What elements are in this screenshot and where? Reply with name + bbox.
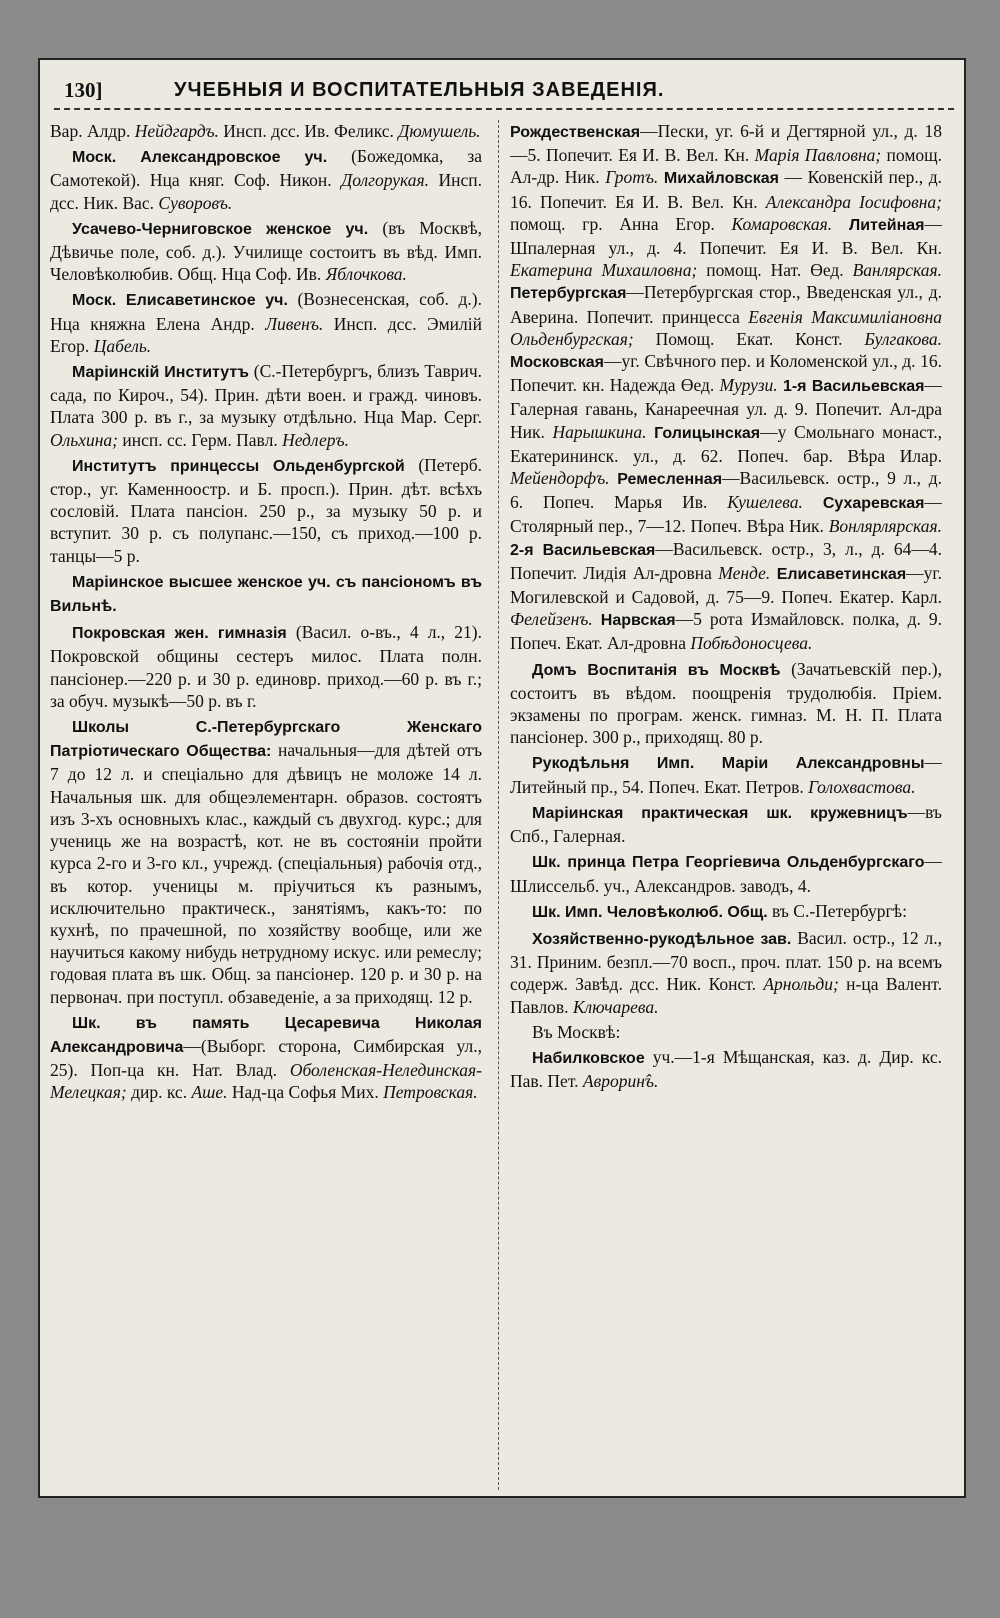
person-name: Комаровская. xyxy=(731,213,833,234)
entry-text xyxy=(832,214,849,234)
entry-heading: Сухаревская xyxy=(822,495,925,513)
entry-paragraph xyxy=(510,1021,942,1043)
person-name: Яблочкова. xyxy=(325,264,407,285)
entry-heading: Шк. въ память Цесаревича Николая Александровича xyxy=(50,1014,482,1056)
person-name: Оболенская-Нелединская-Мелецкая; xyxy=(50,1060,482,1103)
entry-text: помощ. гр. Анна Егор. xyxy=(510,213,732,234)
person-name: Фелейзенъ. xyxy=(510,609,593,630)
person-name: Мейендорфъ. xyxy=(510,468,610,489)
entry-paragraph xyxy=(50,217,482,286)
entry-text: (С.-Петербургъ, близъ Таврич. сада, по Кироч., 54). Прин. дѣти воен. и гражд. чиновъ. Плата 300 р. въ г., за музыку отдѣльно. Нца Мар. Серг. xyxy=(50,361,482,428)
entry-heading: Михайловская xyxy=(663,170,779,188)
entry-heading: Маріинская практическая шк. кружевницъ xyxy=(532,804,908,822)
person-name: Марія Павловна; xyxy=(754,145,882,166)
entry-heading: Шк. принца Петра Георгіевича Ольденбургскаго xyxy=(532,854,925,872)
person-name: Евгенія Максимиліановна Ольденбургская; xyxy=(510,306,942,349)
entry-paragraph xyxy=(510,751,942,797)
entry-text: н-ца Валент. Павлов. xyxy=(510,974,942,1017)
entry-text: —Галерная гавань, Канареечная ул. д. 9. Попечит. Ал-дра Ник. xyxy=(510,375,942,442)
entry-text: Инсп. дсс. Ник. Вас. xyxy=(50,170,482,213)
entry-heading: Шк. Имп. Человѣколюб. Общ. xyxy=(532,903,768,921)
person-name: Долгорукая. xyxy=(341,170,430,191)
entry-text: дир. кс. xyxy=(126,1082,192,1103)
entry-heading: Петербургская xyxy=(510,285,627,303)
entry-text: —Литейный пр., 54. Попеч. Екат. Петров. xyxy=(510,752,942,797)
entry-heading: Елисаветинская xyxy=(776,565,907,583)
entry-heading: Рукодѣльня Имп. Маріи Александровны xyxy=(532,755,925,773)
entry-text: (Петерб. стор., уг. Каменноостр. и Б. просп.). Прин. дѣт. всѣхъ сословій. Плата пансіон. 250 р., за музыку 50 р. и вступит. 30 р. съ полупанс.—150, съ приход.—100 р. танцы—5 р. xyxy=(50,454,482,566)
entry-heading: Институтъ принцессы Ольденбургской xyxy=(72,457,405,475)
entry-paragraph xyxy=(50,621,482,712)
entry-text xyxy=(646,422,654,442)
entry-text: —Петербургская стор., Введенская ул., д. Аверина. Попечит. принцесса xyxy=(510,282,942,327)
entry-text: (въ Москвѣ, Дѣвичье поле, соб. д.). Училище состоитъ въ вѣд. Имп. Человѣколюбив. Общ. Нца Соф. Ив. xyxy=(50,217,482,285)
entry-paragraph xyxy=(510,1046,942,1092)
entry-heading: Маріинское высшее женское уч. съ пансіономъ въ Вильнѣ. xyxy=(50,573,482,616)
entry-paragraph xyxy=(510,658,942,749)
entry-heading: Хозяйственно-рукодѣльное зав. xyxy=(532,930,792,948)
entry-text: помощ. Нат. Өед. xyxy=(697,260,853,281)
person-name: Нейдгардъ. xyxy=(134,121,219,141)
person-name: Гротъ. xyxy=(605,167,659,188)
person-name: Булгакова. xyxy=(864,328,942,349)
entry-heading: Моск. Елисаветинское уч. xyxy=(72,292,288,310)
entry-text: —уг. Свѣчного пер. и Коломенской ул., д. 16. Попечит. кн. Надежда Өед. xyxy=(510,351,942,396)
person-name: Аше. xyxy=(191,1082,228,1103)
person-name: Нарышкина. xyxy=(552,421,647,442)
person-name: Арнольди; xyxy=(763,974,839,995)
entry-heading: Моск. Александровское уч. xyxy=(72,149,328,167)
entry-text xyxy=(803,492,823,512)
person-name: Петровская. xyxy=(383,1082,478,1103)
entry-text: помощ. Ал-др. Ник. xyxy=(510,145,942,188)
entry-text: уч.—1-я Мѣщанская, каз. д. Дир. кс. Пав. Пет. xyxy=(510,1046,942,1092)
entry-text: начальныя—для дѣтей отъ 7 до 12 л. и спеціально для дѣвицъ не моложе 14 л. Начальныя шк. для общеэлементарн. образов. состоятъ изъ 3-хъ основныхъ клас., каждый съ двухгод. курс.; для учениць же на возрастѣ, кот. не въ состояніи пройти курса 2-го и 3-го кл., учрежд. (спеціальныя) рабочія отд., въ котор. ученицы м. пріучиться къ разнымъ, исключительно практическ., занятіямъ, какъ-то: по кухнѣ, по прачешной, по хозяйству вообще, или же научиться какому нибудь нетрудному искус. или ремеслу; годовая плата въ шк. Общ. за пансіонер. 120 р. и 30 р. на первонач. при поступл. обзаведеніе, а за приходящ. 12 р. xyxy=(50,740,482,1007)
right-column xyxy=(510,120,942,1490)
entry-heading: Домъ Воспитанія въ Москвѣ xyxy=(532,661,781,679)
entry-heading: Ремесленная xyxy=(617,471,723,489)
entry-text: Инсп. дсс. Ив. Феликс. xyxy=(218,121,399,141)
person-name: Ливенъ. xyxy=(265,313,324,334)
entry-text: —Шпалерная ул., д. 4. Попечит. Ея И. В. Вел. Кн. xyxy=(510,213,942,259)
entry-text: —Столярный пер., 7—12. Попеч. Вѣра Ник. xyxy=(510,492,942,537)
person-name: Суворовъ. xyxy=(158,192,233,213)
entry-paragraph xyxy=(50,570,482,618)
entry-paragraph xyxy=(50,454,482,567)
column-divider xyxy=(498,120,499,1490)
page-header xyxy=(64,70,944,110)
entry-paragraph xyxy=(510,801,942,847)
entry-text: инсп. сс. Герм. Павл. xyxy=(118,429,283,450)
entry-text: (Божедомка, за Самотекой). Нца княг. Соф. Никон. xyxy=(50,146,482,191)
entry-paragraph xyxy=(50,1011,482,1104)
entry-text: Инсп. дсс. Эмилій Егор. xyxy=(50,313,482,356)
person-name: Голохвастова. xyxy=(808,776,916,797)
person-name: Ключарева. xyxy=(572,996,659,1017)
entry-paragraph xyxy=(510,120,942,655)
entry-text: въ С.-Петербургѣ: xyxy=(767,900,908,921)
entry-text: —Васильевск. остр., 9 л., д. 6. Попеч. Марья Ив. xyxy=(510,468,942,513)
entry-text: —5 рота Измайловск. полка, д. 9. Попеч. Екат. Ал-дровна xyxy=(510,609,942,654)
entry-heading: Усачево-Черниговское женское уч. xyxy=(72,220,369,238)
entry-paragraph xyxy=(50,145,482,214)
person-name: Побѣдоносцева. xyxy=(690,633,813,654)
entry-heading: Школы С.-Петербургскаго Женскаго Патріотическаго Общества: xyxy=(50,719,482,761)
entry-heading: 2-я Васильевская xyxy=(510,541,656,559)
entry-paragraph xyxy=(50,715,482,1008)
entry-text: (Вознесенская, соб. д.). Нца княжна Елена Андр. xyxy=(50,289,482,334)
person-name: Ольхина; xyxy=(50,429,119,450)
person-name: Цабель. xyxy=(93,335,152,356)
entry-text: —уг. Могилевской и Садовой, д. 75—9. Попеч. Екатер. Карл. xyxy=(510,562,942,608)
entry-heading: Рождественская xyxy=(510,124,641,141)
entry-text: (Васил. о-въ., 4 л., 21). Покровской общины сестеръ милос. Плата полн. пансіонер.—220 р. и 30 р. единовр. приход.—60 р. въ г.; за обуч. музыкѣ—50 р. въ г. xyxy=(50,622,482,711)
person-name: Аврорин̂ъ. xyxy=(582,1071,659,1092)
header-rule xyxy=(54,108,954,110)
entry-paragraph xyxy=(50,120,482,142)
entry-paragraph xyxy=(50,288,482,357)
entry-heading: 1-я Васильевская xyxy=(782,378,925,396)
entry-paragraph xyxy=(510,850,942,896)
entry-text: —Шлиссельб. уч., Александров. заводъ, 4. xyxy=(510,851,942,896)
person-name: Вонлярлярская. xyxy=(828,516,942,537)
person-name: Дюмушель. xyxy=(398,121,481,141)
running-title: УЧЕБНЫЯ И ВОСПИТАТЕЛЬНЫЯ ЗАВЕДЕНІЯ. xyxy=(174,78,665,101)
entry-paragraph xyxy=(510,900,942,924)
person-name: Недлеръ. xyxy=(282,429,349,450)
entry-text: Въ Москвѣ: xyxy=(532,1021,621,1042)
entry-text xyxy=(593,609,601,629)
entry-heading: Покровская жен. гимназія xyxy=(72,625,287,643)
person-name: Ванлярская. xyxy=(852,260,942,281)
person-name: Мурузи. xyxy=(719,375,778,396)
entry-heading: Набилковское xyxy=(532,1049,645,1067)
entry-text: — Ковенскій пер., д. 16. Попечит. Ея И. В. Вел. Кн. xyxy=(510,167,942,212)
book-page xyxy=(38,58,966,1498)
entry-text: —въ Спб., Галерная. xyxy=(510,801,942,847)
entry-text: —Пески, уг. 6-й и Дегтярной ул., д. 18—5. Попечит. Ея И. В. Вел. Кн. xyxy=(510,121,942,166)
entry-heading: Голицынская xyxy=(654,424,761,442)
entry-text: Над-ца Софья Мих. xyxy=(227,1082,384,1103)
entry-text: —у Смольнаго монаст., Екатерининск. ул., д. 62. Попеч. бар. Вѣра Илар. xyxy=(510,421,942,466)
page-number: 130] xyxy=(64,77,103,102)
entry-paragraph xyxy=(510,927,942,1018)
entry-heading: Маріинскій Институтъ xyxy=(72,364,249,382)
entry-paragraph xyxy=(50,360,482,451)
person-name: Менде. xyxy=(718,562,771,583)
entry-text: —(Выборг. сторона, Симбирская ул., 25). Поп-ца кн. Нат. Влад. xyxy=(50,1035,482,1081)
entry-heading: Литейная xyxy=(848,216,925,234)
person-name: Екатерина Михаиловна; xyxy=(510,260,698,281)
entry-text: (Зачатьевскій пер.), состоитъ въ вѣдом. поощренія трудолюбія. Пріем. экзамены по програм. женск. гимназ. М. Н. П. Плата пансіонер. 300 р., приходящ. 80 р. xyxy=(510,658,942,748)
person-name: Александра Іосифовна; xyxy=(765,191,942,212)
person-name: Кушелева. xyxy=(727,492,803,513)
entry-text: —Васильевск. остр., 3, л., д. 64—4. Попечит. Лидія Ал-дровна xyxy=(510,538,942,583)
entry-text: Помощ. Екат. Конст. xyxy=(633,328,865,349)
entry-heading: Московская xyxy=(510,354,604,372)
entry-heading: Нарвская xyxy=(600,612,676,630)
left-column xyxy=(50,120,482,1490)
entry-text: Васил. остр., 12 л., 31. Приним. безпл.—70 восп., проч. плат. 150 р. на всемъ содерж. Завѣд. дсс. Ник. Конст. xyxy=(510,927,942,995)
entry-text: Вар. Алдр. xyxy=(50,121,135,141)
